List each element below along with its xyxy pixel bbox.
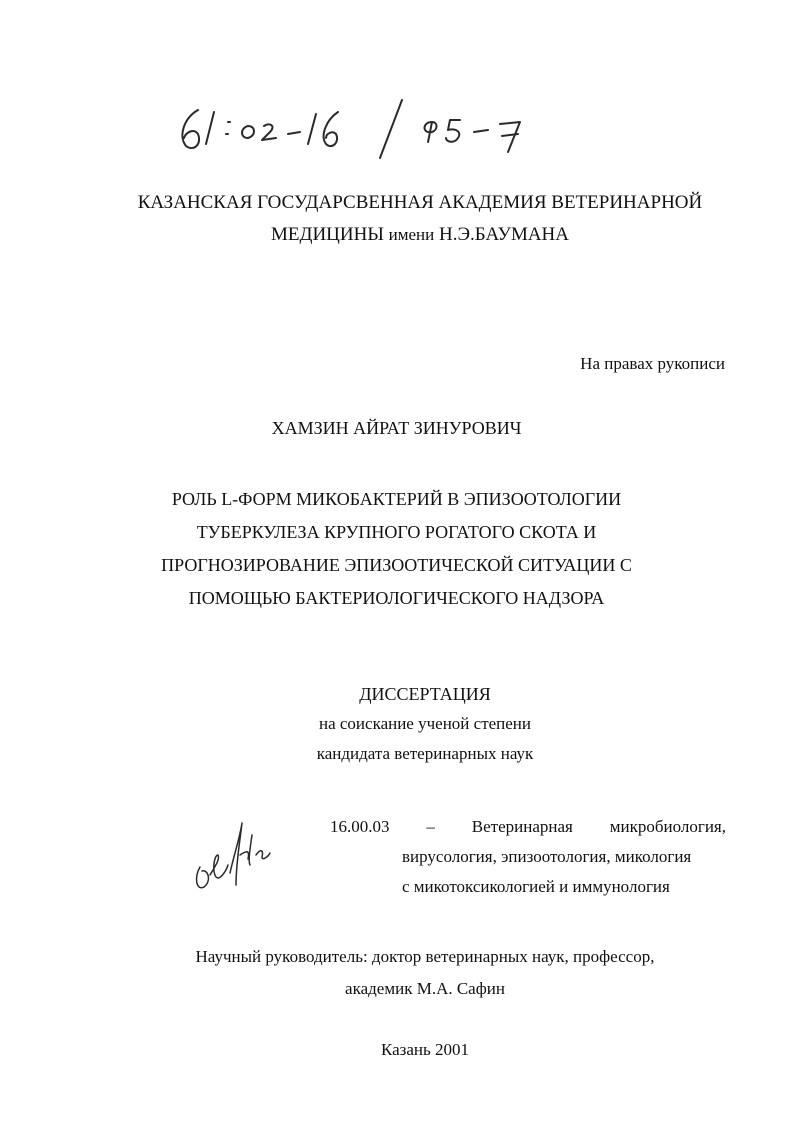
- dissertation-block: [0, 679, 793, 769]
- dissertation-heading: ДИССЕРТАЦИЯ: [359, 684, 491, 704]
- signature-drawing: [190, 815, 280, 905]
- signature: [190, 815, 280, 905]
- institution-line-2-small: имени: [388, 225, 435, 244]
- specialty-dash: –: [426, 817, 435, 836]
- degree-line: кандидата ветеринарных наук: [316, 744, 534, 763]
- specialty-line-3: с микотоксикологией и иммунология: [402, 877, 670, 896]
- specialty-line-1: [330, 812, 726, 842]
- manuscript-note: На правах рукописи: [580, 354, 725, 373]
- specialty-line-2: вирусология, эпизоотология, микология: [402, 847, 692, 866]
- advisor-line-2: академик М.А. Сафин: [345, 979, 505, 998]
- institution-line-2-rest: Н.Э.БАУМАНА: [439, 224, 570, 245]
- thesis-title: [100, 483, 693, 615]
- degree-line: на соискание ученой степени: [318, 714, 532, 733]
- title-line: РОЛЬ L-ФОРМ МИКОБАКТЕРИЙ В ЭПИЗООТОЛОГИИ: [171, 489, 622, 509]
- institution-line-1: КАЗАНСКАЯ ГОСУДАРСВЕННАЯ АКАДЕМИЯ ВЕТЕРИНАРНОЙ: [137, 192, 703, 213]
- institution-line-2-main: МЕДИЦИНЫ: [270, 224, 384, 245]
- title-line: ПОМОЩЬЮ БАКТЕРИОЛОГИЧЕСКОГО НАДЗОРА: [188, 588, 605, 608]
- city-year: Казань 2001: [380, 1040, 470, 1059]
- institution-name: [120, 187, 720, 251]
- specialty-code: 16.00.03: [330, 817, 390, 836]
- handwritten-archive-code-drawing: [170, 92, 590, 162]
- institution-line-2: [120, 219, 720, 251]
- title-line: ПРОГНОЗИРОВАНИЕ ЭПИЗООТИЧЕСКОЙ СИТУАЦИИ С: [161, 555, 632, 575]
- advisor-line-1: Научный руководитель: доктор ветеринарных наук, профессор,: [195, 947, 655, 966]
- specialty-block: [330, 812, 726, 902]
- title-line: ТУБЕРКУЛЕЗА КРУПНОГО РОГАТОГО СКОТА И: [196, 522, 597, 542]
- advisor-block: [0, 941, 793, 1005]
- handwritten-archive-code: [170, 92, 590, 162]
- specialty-word-2: микробиология,: [609, 817, 726, 836]
- specialty-word-1: Ветеринарная: [471, 817, 573, 836]
- author-name: ХАМЗИН АЙРАТ ЗИНУРОВИЧ: [271, 418, 522, 438]
